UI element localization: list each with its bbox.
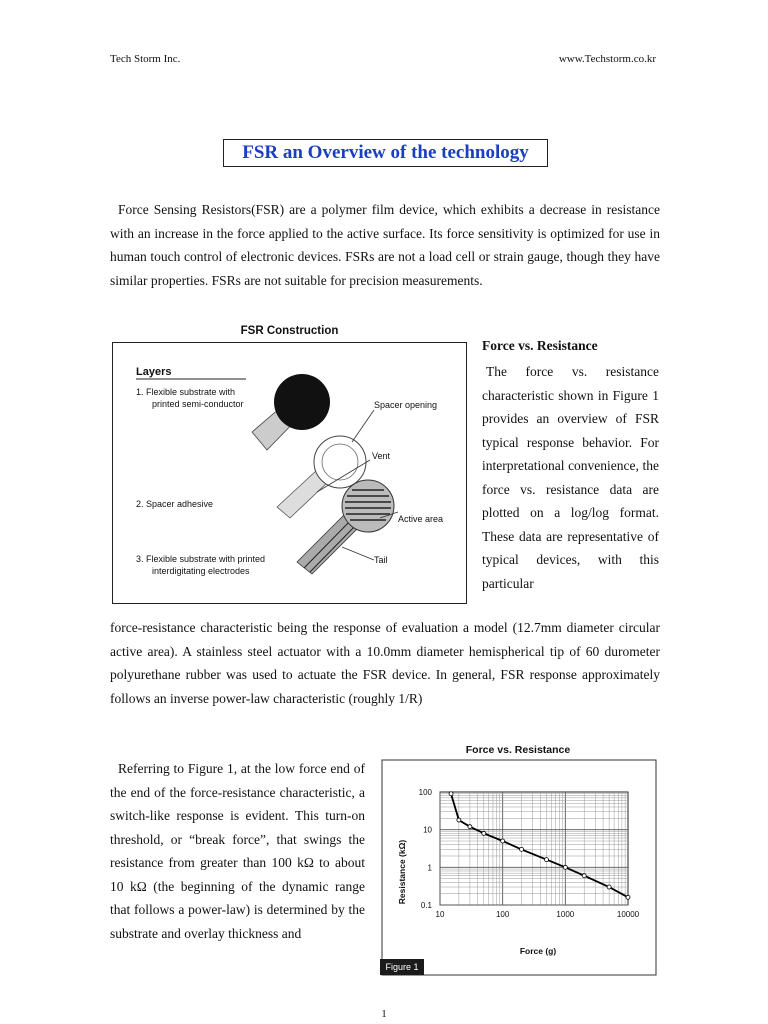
layer1-line1: 1. Flexible substrate with [136,387,236,397]
layer1-line2: printed semi-conductor [152,399,244,409]
header-company: Tech Storm Inc. [110,53,181,65]
chart-y-tick-label: 100 [418,788,432,797]
fsr-construction-title: FSR Construction [240,325,339,337]
chart-y-tick-label: 0.1 [420,901,432,910]
chart-y-tick-label: 10 [423,825,432,835]
header-url: www.Techstorm.co.kr [558,53,656,65]
fsr-construction-figure [112,322,467,604]
chart-data-point [501,839,505,843]
layer1-shape [252,374,330,450]
page-number: 1 [381,1008,387,1020]
layers-heading: Layers [136,366,172,378]
chart-x-tick-label: 1000 [556,910,575,919]
chart-data-point [482,831,486,835]
chart-data-point [563,865,567,869]
referring-text: Referring to Figure 1, at the low force end of the end of the force-resistance characteristic, a switch-like response is evident. This turn-on threshold, or “break force”, that swings the resistance from greater than 100 kΩ to about 10 kΩ (the beginning of the dynamic range that follows a power-law) is determined by the substrate and overlay thickness and [110,761,365,941]
chart-y-axis-label: Resistance (kΩ) [397,839,407,905]
fsr-construction-drawing [112,322,467,604]
chart-grid [440,792,628,905]
intro-paragraph [110,198,660,292]
chart-x-tick-label: 100 [495,910,510,919]
chart-data-point [468,825,472,829]
chart-data-point [449,792,453,796]
tail-leader [342,547,374,560]
chart-data-point [520,847,524,851]
force-resistance-chart [378,742,658,977]
chart-data-point [582,874,586,878]
active-area-label: Active area [398,514,444,524]
vent-label: Vent [372,451,391,461]
force-body-text: The force vs. resistance characteristic shown in Figure 1 provides an overview of FSR typical response behavior. For interpretational convenience, the force vs. resistance data are plotted on a log/log format. These data are representative of typical devices, with this particular [482,364,659,591]
chart-x-tick-label: 10 [435,910,445,919]
spacer-opening-label: Spacer opening [374,400,438,410]
chart-data-point [457,818,461,822]
chart-svg [378,742,658,977]
layer3-line1: 3. Flexible substrate with printed [136,554,266,564]
chart-caption: Figure 1 [380,959,424,975]
referring-paragraph [110,757,365,945]
force-vs-resistance-continuation: force-resistance characteristic being the response of evaluation a model (12.7mm diameter circular active area). A stainless steel actuator with a 10.0mm diameter hemispherical tip of 60 durometer polyurethane rubber was used to actuate the FSR device. In general, FSR response approximately follows an inverse power-law characteristic (roughly 1/R) [110,620,660,706]
chart-plot-area [440,792,628,905]
layer3-line2: interdigitating electrodes [152,566,250,576]
chart-data-point [544,858,548,862]
chart-title: Force vs. Resistance [465,744,571,756]
chart-x-tick-label: 10000 [616,910,640,919]
chart-y-tick-label: 1 [427,863,432,873]
page-title: FSR an Overview of the technology [223,139,548,167]
spacer-opening-leader [352,410,374,442]
chart-x-axis-label: Force (g) [519,946,557,956]
tail-label: Tail [374,555,388,565]
force-vs-resistance-body [482,360,659,595]
intro-text: Force Sensing Resistors(FSR) are a polymer film device, which exhibits a decrease in resistance with an increase in the force applied to the active surface. Its force sensitivity is optimized for use in human touch control of electronic devices. FSRs are not a load cell or strain gauge, though they have similar properties. FSRs are not suitable for precision measurements. [110,202,660,288]
chart-data-point [607,885,611,889]
force-vs-resistance-heading: Force vs. Resistance [482,338,598,353]
chart-data-point [626,895,630,899]
layer2-label: 2. Spacer adhesive [136,499,214,509]
